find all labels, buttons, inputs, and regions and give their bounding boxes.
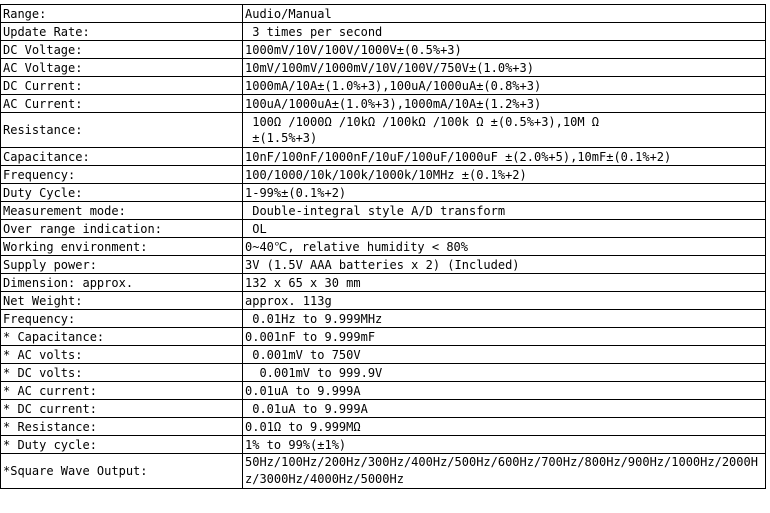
spec-row: [1, 148, 766, 166]
spec-row: [1, 436, 766, 454]
spec-value: 1-99%±(0.1%+2): [243, 184, 766, 202]
spec-value: 132 x 65 x 30 mm: [243, 274, 766, 292]
spec-value: OL: [243, 220, 766, 238]
spec-value: 1000mV/10V/100V/1000V±(0.5%+3): [243, 41, 766, 59]
spec-value: 100/1000/10k/100k/1000k/10MHz ±(0.1%+2): [243, 166, 766, 184]
spec-label: * Duty cycle:: [1, 436, 243, 454]
spec-value: 3V (1.5V AAA batteries x 2) (Included): [243, 256, 766, 274]
spec-row: [1, 166, 766, 184]
spec-value: Double-integral style A/D transform: [243, 202, 766, 220]
spec-value: 0.01Ω to 9.999MΩ: [243, 418, 766, 436]
spec-row: [1, 5, 766, 23]
spec-value: 50Hz/100Hz/200Hz/300Hz/400Hz/500Hz/600Hz/700Hz/800Hz/900Hz/1000Hz/2000Hz/3000Hz/4000Hz/5000Hz: [243, 454, 766, 489]
spec-label: Range:: [1, 5, 243, 23]
spec-row: [1, 418, 766, 436]
spec-label: * DC current:: [1, 400, 243, 418]
spec-value: 0.001mV to 999.9V: [243, 364, 766, 382]
spec-label: * AC current:: [1, 382, 243, 400]
spec-label: Frequency:: [1, 310, 243, 328]
spec-value: 3 times per second: [243, 23, 766, 41]
spec-label: * AC volts:: [1, 346, 243, 364]
spec-label: Working environment:: [1, 238, 243, 256]
spec-value: 100uA/1000uA±(1.0%+3),1000mA/10A±(1.2%+3): [243, 95, 766, 113]
spec-label: Duty Cycle:: [1, 184, 243, 202]
spec-row: [1, 256, 766, 274]
spec-label: DC Current:: [1, 77, 243, 95]
spec-row: [1, 220, 766, 238]
spec-label: * Resistance:: [1, 418, 243, 436]
spec-label: * Capacitance:: [1, 328, 243, 346]
spec-value: 0.001mV to 750V: [243, 346, 766, 364]
spec-label: AC Current:: [1, 95, 243, 113]
spec-value: approx. 113g: [243, 292, 766, 310]
spec-label: Measurement mode:: [1, 202, 243, 220]
spec-label: Resistance:: [1, 113, 243, 148]
spec-value: 0.01Hz to 9.999MHz: [243, 310, 766, 328]
spec-label: *Square Wave Output:: [1, 454, 243, 489]
spec-value: 10nF/100nF/1000nF/10uF/100uF/1000uF ±(2.0%+5),10mF±(0.1%+2): [243, 148, 766, 166]
spec-value: 0.01uA to 9.999A: [243, 400, 766, 418]
spec-row: [1, 202, 766, 220]
spec-value: 1% to 99%(±1%): [243, 436, 766, 454]
spec-value: 1000mA/10A±(1.0%+3),100uA/1000uA±(0.8%+3): [243, 77, 766, 95]
spec-row: [1, 41, 766, 59]
spec-row: [1, 400, 766, 418]
spec-row: [1, 113, 766, 148]
spec-row: [1, 310, 766, 328]
spec-value: 10mV/100mV/1000mV/10V/100V/750V±(1.0%+3): [243, 59, 766, 77]
spec-label: Capacitance:: [1, 148, 243, 166]
spec-value: Audio/Manual: [243, 5, 766, 23]
spec-label: Net Weight:: [1, 292, 243, 310]
spec-row: [1, 454, 766, 489]
spec-row: [1, 184, 766, 202]
spec-value: 0.001nF to 9.999mF: [243, 328, 766, 346]
spec-label: Dimension: approx.: [1, 274, 243, 292]
spec-label: Frequency:: [1, 166, 243, 184]
spec-label: Supply power:: [1, 256, 243, 274]
spec-row: [1, 59, 766, 77]
spec-row: [1, 364, 766, 382]
spec-row: [1, 292, 766, 310]
spec-label: Over range indication:: [1, 220, 243, 238]
spec-label: DC Voltage:: [1, 41, 243, 59]
spec-row: [1, 95, 766, 113]
spec-row: [1, 274, 766, 292]
spec-row: [1, 328, 766, 346]
spec-value: 100Ω /1000Ω /10kΩ /100kΩ /100k Ω ±(0.5%+3),10M Ω ±(1.5%+3): [243, 113, 766, 148]
spec-row: [1, 238, 766, 256]
spec-row: [1, 346, 766, 364]
spec-row: [1, 382, 766, 400]
spec-row: [1, 23, 766, 41]
spec-label: AC Voltage:: [1, 59, 243, 77]
spec-row: [1, 77, 766, 95]
spec-label: Update Rate:: [1, 23, 243, 41]
spec-label: * DC volts:: [1, 364, 243, 382]
spec-value: 0~40℃, relative humidity < 80%: [243, 238, 766, 256]
spec-value: 0.01uA to 9.999A: [243, 382, 766, 400]
spec-table: [0, 4, 766, 489]
